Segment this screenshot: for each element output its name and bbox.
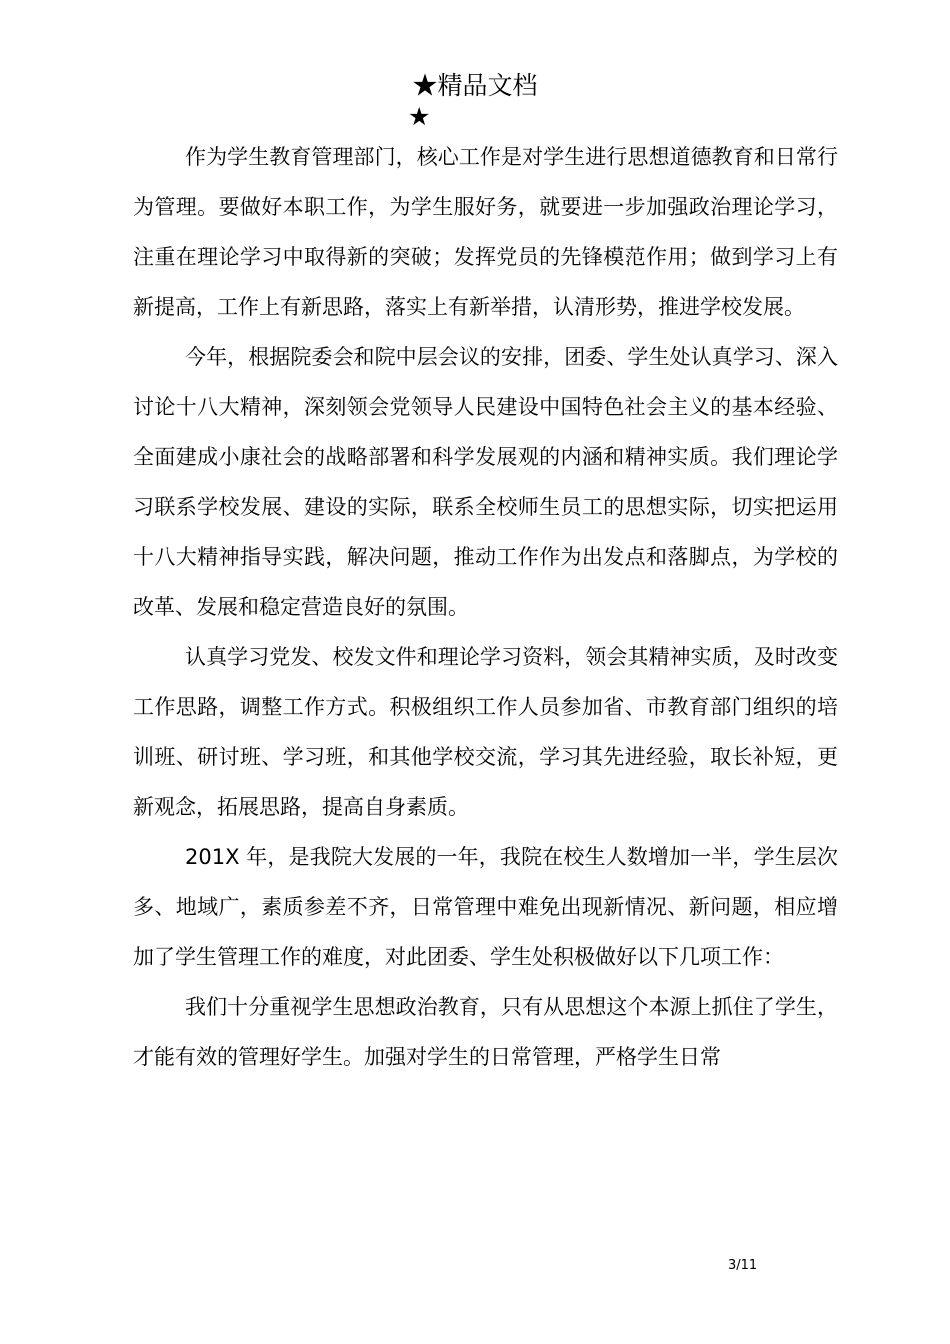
document-header-title: ★精品文档 xyxy=(412,71,538,100)
paragraph-documents-training: 认真学习党发、校发文件和理论学习资料，领会其精神实质，及时改变工作思路，调整工作方式。积极组织工作人员参加省、市教育部门组织的培训班、研讨班、学习班，和其他学校交流，学习其先进经验，取长补短，更新观念，拓展思路，提高自身素质。 xyxy=(133,645,838,819)
page-number: 3/11 xyxy=(728,1258,758,1273)
paragraph-ideological-education: 我们十分重视学生思想政治教育，只有从思想这个本源上抓住了学生，才能有效的管理好学生。加强对学生的日常管理，严格学生日常 xyxy=(133,995,838,1069)
document-body xyxy=(133,132,838,1082)
paragraph-201x-development: 201X 年，是我院大发展的一年，我院在校生人数增加一半，学生层次多、地域广，素质参差不齐，日常管理中难免出现新情况、新问题，相应增加了学生管理工作的难度，对此团委、学生处积极做好以下几项工作： xyxy=(133,845,838,969)
paragraph-18th-congress: 今年，根据院委会和院中层会议的安排，团委、学生处认真学习、深入讨论十八大精神，深刻领会党领导人民建设中国特色社会主义的基本经验、全面建成小康社会的战略部署和科学发展观的内涵和精神实质。我们理论学习联系学校发展、建设的实际，联系全校师生员工的思想实际，切实把运用十八大精神指导实践，解决问题，推动工作作为出发点和落脚点，为学校的改革、发展和稳定营造良好的氛围。 xyxy=(133,345,838,619)
header-star-icon: ★ xyxy=(408,102,431,131)
paragraph-study-theory: 作为学生教育管理部门，核心工作是对学生进行思想道德教育和日常行为管理。要做好本职工作，为学生服好务，就要进一步加强政治理论学习，注重在理论学习中取得新的突破；发挥党员的先锋模范作用；做到学习上有新提高，工作上有新思路，落实上有新举措，认清形势，推进学校发展。 xyxy=(133,145,838,319)
